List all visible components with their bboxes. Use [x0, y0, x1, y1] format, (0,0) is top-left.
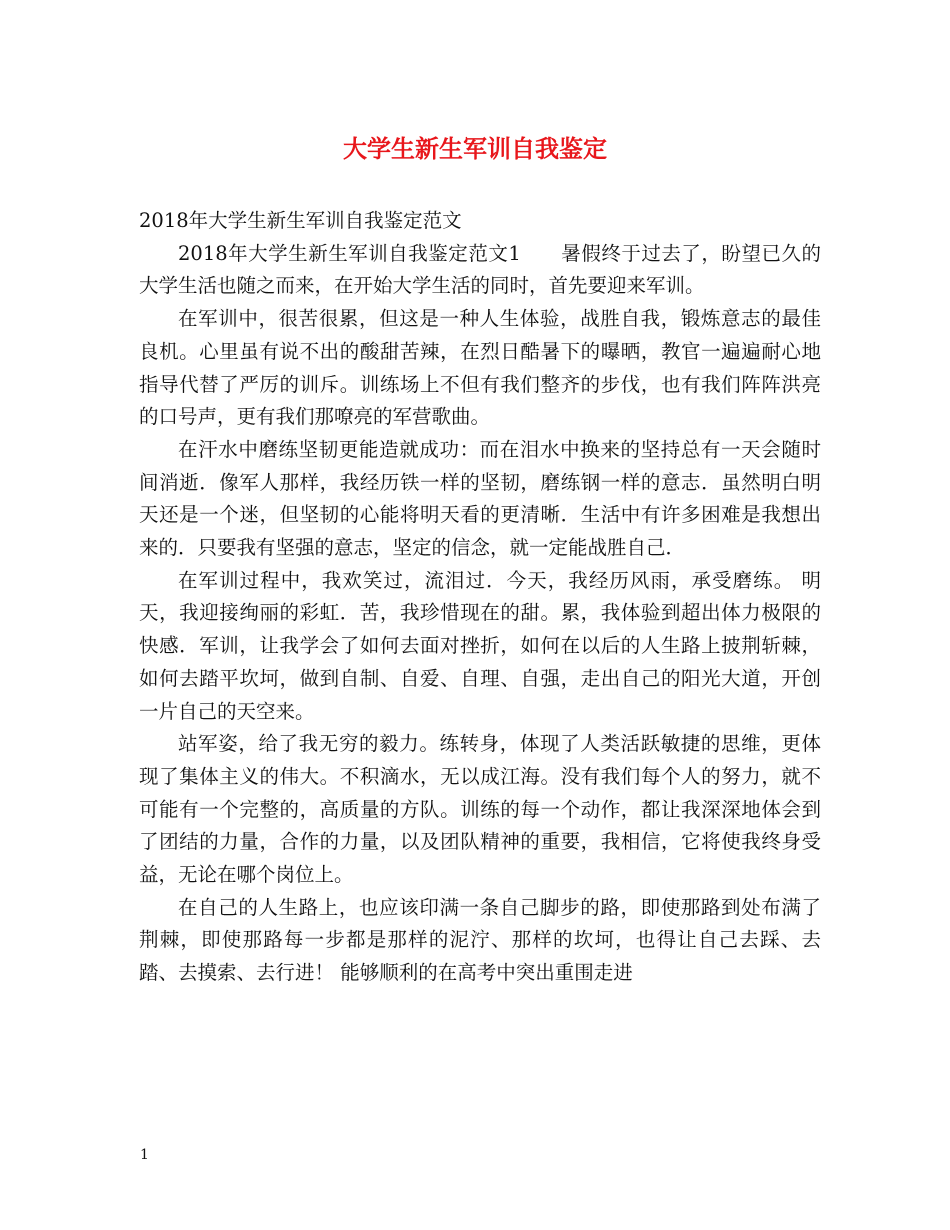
- paragraph: 在军训中，很苦很累，但这是一种人生体验，战胜自我，锻炼意志的最佳良机。心里虽有说不出的酸甜苦辣，在烈日酷暑下的曝晒，教官一遍遍耐心地指导代替了严厉的训斥。训练场上不但有我们整齐的步伐，也有我们阵阵洪亮的口号声，更有我们那嘹亮的军营歌曲。: [139, 307, 821, 429]
- page-number: 1: [140, 1147, 149, 1163]
- paragraph: 在汗水中磨练坚韧更能造就成功：而在泪水中换来的坚持总有一天会随时间消逝．像军人那样，我经历铁一样的坚韧，磨练钢一样的意志．虽然明白明天还是一个迷，但坚韧的心能将明天看的更清晰．生活中有许多困难是我想出来的．只要我有坚强的意志，坚定的信念，就一定能战胜自己．: [139, 437, 821, 560]
- paragraph-subtitle: 2018年大学生新生军训自我鉴定范文: [139, 209, 462, 232]
- paragraph: 在自己的人生路上，也应该印满一条自己脚步的路，即使那路到处布满了荆棘，即使那路每一步都是那样的泥泞、那样的坎坷，也得让自己去踩、去踏、去摸索、去行进！ 能够顺利的在高考中突出重围走进: [139, 895, 821, 985]
- paragraph: 在军训过程中，我欢笑过，流泪过．今天，我经历风雨，承受磨练。 明天，我迎接绚丽的彩虹．苦，我珍惜现在的甜。累，我体验到超出体力极限的快感．军训，让我学会了如何去面对挫折，如何在以后的人生路上披荆斩棘，如何去踏平坎坷，做到自制、自爱、自理、自强，走出自己的阳光大道，开创一片自己的天空来。: [139, 568, 821, 723]
- document-body: [139, 205, 821, 990]
- paragraph: 站军姿，给了我无穷的毅力。练转身，体现了人类活跃敏捷的思维，更体现了集体主义的伟大。不积滴水，无以成江海。没有我们每个人的努力，就不可能有一个完整的，高质量的方队。训练的每一个动作，都让我深深地体会到了团结的力量，合作的力量，以及团队精神的重要，我相信，它将使我终身受益，无论在哪个岗位上。: [139, 732, 821, 887]
- document-title: 大学生新生军训自我鉴定: [343, 134, 607, 163]
- paragraph-intro: 2018年大学生新生军训自我鉴定范文1 暑假终于过去了，盼望已久的大学生活也随之而来，在开始大学生活的同时，首先要迎来军训。: [139, 241, 821, 298]
